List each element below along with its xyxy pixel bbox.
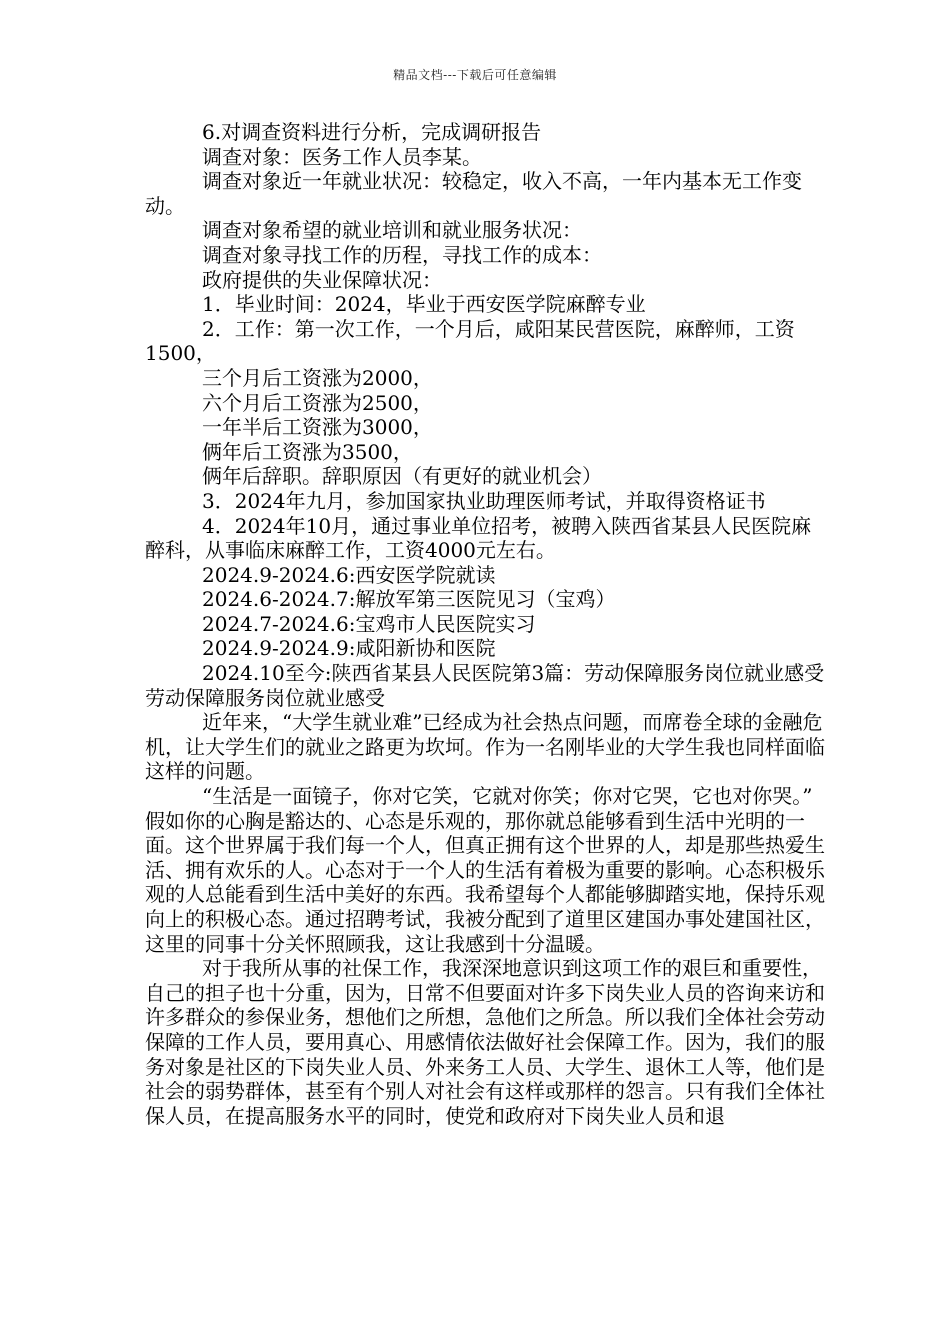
- timeline-item-current-and-section-title: 2024.10至今:陕西省某县人民医院第3篇：劳动保障服务岗位就业感受劳动保障服务岗位就业感受: [145, 661, 825, 710]
- paragraph-unemployment-security: 政府提供的失业保障状况：: [202, 267, 442, 292]
- paragraph-attitude: “生活是一面镜子，你对它笑，它就对你笑；你对它哭，它也对你哭。” 假如你的心胸是豁达的、心态是乐观的，那你就总能够看到生活中光明的一面。这个世界属于我们每一个人，但真正拥有这个世界的人，却是那些热爱生活、拥有欢乐的人。心态对于一个人的生活有着极为重要的影响。心态积极乐观的人总能看到生活中美好的东西。我希望每个人都能够脚踏实地，保持乐观向上的积极心态。通过招聘考试，我被分配到了道里区建国办事处建国社区，这里的同事十分关怀照顾我，这让我感到十分温暖。: [145, 784, 825, 956]
- resignation-line: 俩年后辞职。辞职原因（有更好的就业机会）: [202, 464, 602, 489]
- salary-line-3-months: 三个月后工资涨为2000，: [202, 365, 433, 390]
- paragraph-job-search: 调查对象寻找工作的历程，寻找工作的成本：: [202, 242, 602, 267]
- salary-line-18-months: 一年半后工资涨为3000，: [202, 415, 433, 440]
- paragraph-employment-difficulty: 近年来，“大学生就业难”已经成为社会热点问题，而席卷全球的金融危机，让大学生们的就业之路更为坎坷。作为一名刚毕业的大学生我也同样面临这样的问题。: [145, 710, 825, 784]
- list-item-exam: 3．2024年九月，参加国家执业助理医师考试，并取得资格证书: [202, 488, 766, 513]
- salary-line-2-years: 俩年后工资涨为3500，: [202, 439, 413, 464]
- timeline-item-internship-observation: 2024.6-2024.7:解放军第三医院见习（宝鸡）: [202, 587, 616, 612]
- paragraph-social-security-work: 对于我所从事的社保工作，我深深地意识到这项工作的艰巨和重要性，自己的担子也十分重，因为，日常不但要面对许多下岗失业人员的咨询来访和许多群众的参保业务，想他们之所想，急他们之所急。所以我们全体社会劳动保障的工作人员，要用真心、用感情依法做好社会保障工作。因为，我们的服务对象是社区的下岗失业人员、外来务工人员、大学生、退休工人等，他们是社会的弱势群体，甚至有个别人对社会有这样或那样的怨言。只有我们全体社保人员，在提高服务水平的同时，使党和政府对下岗失业人员和退: [145, 956, 825, 1128]
- list-item-hired: 4．2024年10月，通过事业单位招考，被聘入陕西省某县人民医院麻醉科，从事临床麻醉工作，工资4000元左右。: [145, 513, 812, 563]
- document-body: [145, 120, 825, 1128]
- page-header: 精品文档---下载后可任意编辑: [393, 68, 557, 82]
- timeline-item-xianyang: 2024.9-2024.9:咸阳新协和医院: [202, 636, 496, 661]
- paragraph-training-wishes: 调查对象希望的就业培训和就业服务状况：: [202, 218, 582, 243]
- list-item-first-job: 2．工作：第一次工作，一个月后，咸阳某民营医院，麻醉师，工资1500，: [145, 316, 795, 366]
- paragraph-analysis-step: 6.对调查资料进行分析，完成调研报告: [202, 120, 542, 144]
- paragraph-survey-subject: 调查对象：医务工作人员李某。: [202, 144, 482, 169]
- salary-line-6-months: 六个月后工资涨为2500，: [202, 390, 433, 415]
- timeline-item-study: 2024.9-2024.6:西安医学院就读: [202, 562, 496, 587]
- timeline-item-internship: 2024.7-2024.6:宝鸡市人民医院实习: [202, 611, 536, 636]
- paragraph-employment-status: 调查对象近一年就业状况：较稳定，收入不高，一年内基本无工作变动。: [145, 169, 802, 218]
- list-item-graduation: 1．毕业时间：2024，毕业于西安医学院麻醉专业: [202, 292, 646, 317]
